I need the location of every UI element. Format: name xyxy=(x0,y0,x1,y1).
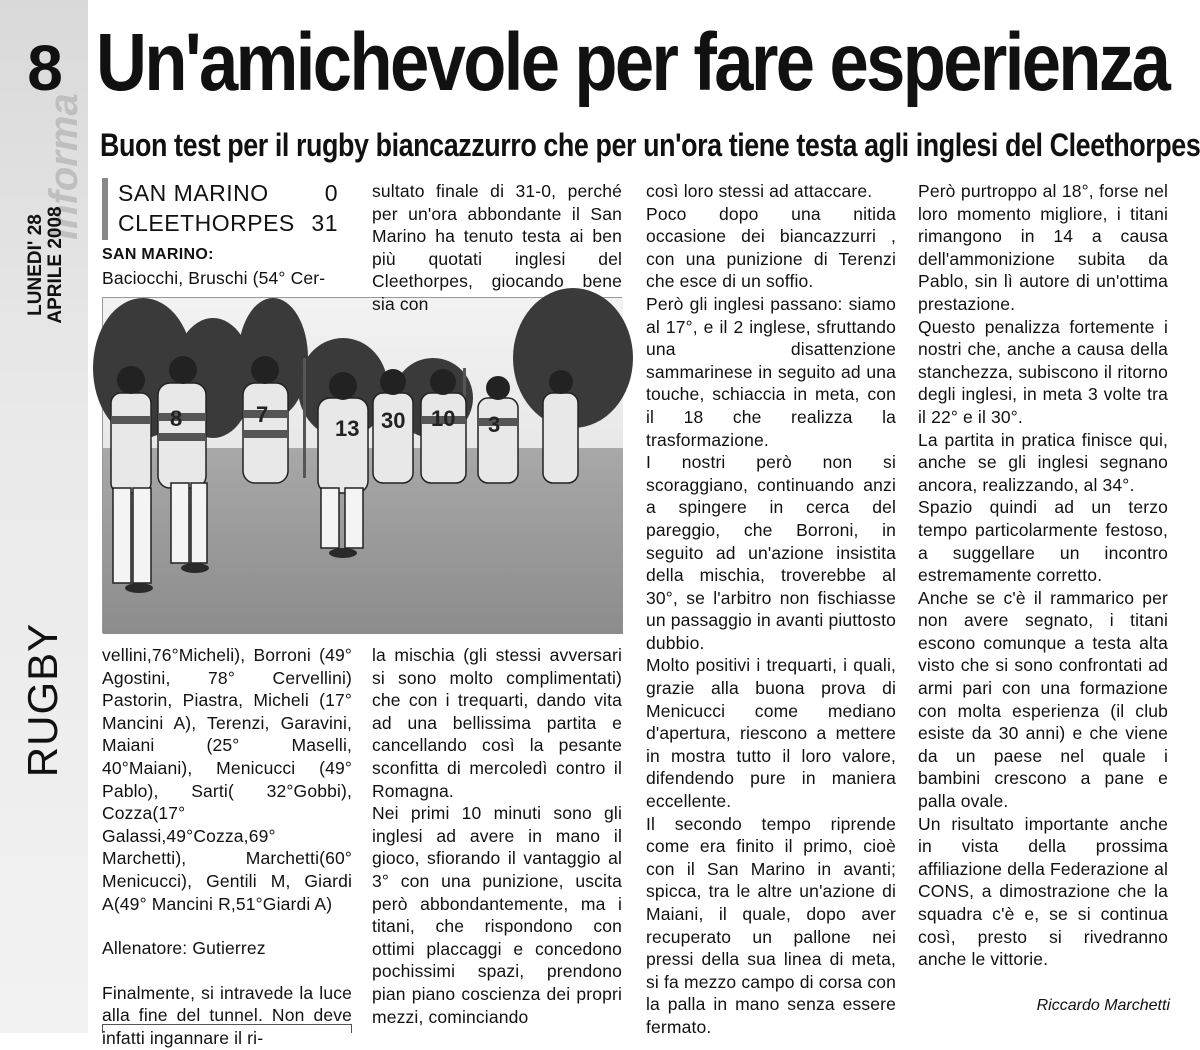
section-label-text: RUGBY xyxy=(19,622,66,778)
score-row xyxy=(108,208,342,238)
page-date-label: LUNEDI' 28 APRILE 2008 xyxy=(25,206,66,324)
article-paragraph: Un risultato importante anche in vista della prossima affiliazione della Federazione al CONS, a dimostrazione che la squadra c'è e, se si continua così, presto si rivedranno anche le vittorie. xyxy=(918,813,1168,970)
lineup-column-bottom xyxy=(102,644,352,1050)
page-date xyxy=(26,180,66,350)
score-row xyxy=(108,178,342,208)
article-paragraph: Anche se c'è il rammarico per non avere segnato, i titani escono comunque a testa alta visto che si sono confrontati ad armi pari con una formazione con molta esperienza (il club esiste da 30 anni) e che viene da un paese nel quale i bambini crescono a pane e palla ovale. xyxy=(918,587,1168,812)
player-number: 13 xyxy=(335,416,360,441)
match-photo-image xyxy=(103,298,623,634)
article-paragraph: Poco dopo una nitida occasione dei biancazzurri , con una punizione di Terenzi che esce di un soffio. xyxy=(646,203,896,292)
article-paragraph: la mischia (gli stessi avversari si sono molto complimentati) che con i trequarti, dando vita ad una bellissima partita e cancellando così la pesante sconfitta di mercoledì contro il Romagna. xyxy=(372,645,622,801)
article-paragraph: Spazio quindi ad un terzo tempo particolarmente festoso, a suggellare un incontro estremamente corretto. xyxy=(918,497,1168,586)
score-points: 0 xyxy=(324,180,338,206)
article-column-4 xyxy=(918,180,1168,971)
article-paragraph: Il secondo tempo riprende come era finito il primo, cioè con il San Marino in avanti; spicca, tra le altre un'azione di Maiani, il quale, dopo aver recuperato un pallone nei pressi della sua linea di meta, si fa mezzo campo di corsa con la palla in mano senza essere fermato. xyxy=(646,813,896,1037)
coach-line: Allenatore: Gutierrez xyxy=(102,938,266,959)
article-byline: Riccardo Marchetti xyxy=(1036,997,1170,1014)
section-label xyxy=(16,620,70,780)
article-paragraph: Molto positivi i trequarti, i quali, grazie alla buona prova di Menicucci come mediano d'apertura, riescono a mettere in mostra tutto il loro valore, difendendo pure in maniera eccellente. xyxy=(646,655,896,812)
player-number: 30 xyxy=(381,408,406,433)
article-headline: Un'amichevole per fare esperienza xyxy=(96,17,1169,108)
article-paragraph: Questo penalizza fortemente i nostri che, anche a causa della stanchezza, subiscono il ritorno degli inglesi, in meta 3 volte tra il 22° e il 30°. xyxy=(918,316,1168,427)
article-subheadline: Buon test per il rugby biancazzurro che per un'ora tiene testa agli inglesi del Cleethorpes xyxy=(100,127,1200,163)
score-team: SAN MARINO xyxy=(118,180,269,206)
player-number: 8 xyxy=(170,406,183,431)
article-paragraph: La partita in pratica finisce qui, anche se gli inglesi segnano ancora, realizzando, al 34°. xyxy=(918,429,1168,495)
article-paragraph: Finalmente, si intravede la luce alla fine del tunnel. Non deve infatti ingannare il ri- xyxy=(102,982,352,1048)
score-team: CLEETHORPES xyxy=(118,210,295,236)
article-column-3 xyxy=(646,180,896,1039)
bottom-box-edge xyxy=(102,1024,352,1033)
watermark-logo: Informa xyxy=(42,93,86,240)
article-paragraph: sultato finale di 31-0, perché per un'ora abbondante il San Marino ha tenuto testa ai ben più quotati inglesi del Cleethorpes, giocando bene sia con xyxy=(372,181,622,314)
article-paragraph: così loro stessi ad attaccare. xyxy=(646,181,873,201)
page-number: 8 xyxy=(27,32,61,104)
lineup-column-top xyxy=(102,244,352,289)
player-number: 3 xyxy=(488,412,501,437)
score-points: 31 xyxy=(311,210,338,236)
lineup-label: SAN MARINO: xyxy=(102,246,214,263)
player-number: 7 xyxy=(256,402,269,427)
article-paragraph: Nei primi 10 minuti sono gli inglesi ad avere in mano il gioco, sfiorando il vantaggio al 3° con una punizione, uscita però abbondantemente, ma i titani, che rispondono con ottimi placcaggi e concedono pochissimi spazi, prendono pian piano coscienza dei propri mezzi, cominciando xyxy=(372,803,622,1027)
article-paragraph: Però gli inglesi passano: siamo al 17°, e il 2 inglese, sfruttando una disattenzione sammarinese in seguito ad una touche, schiaccia in meta, con il 18 che realizza la trasformazione. xyxy=(646,293,896,450)
score-box xyxy=(102,178,342,240)
article-paragraph: I nostri però non si scoraggiano, continuando anzi a spingere in cerca del pareggio, che Borroni, in seguito ad un'azione insistita della mischia, troverebbe al 30°, se l'arbitro non fischiasse un passaggio in avanti piuttosto dubbio. xyxy=(646,452,896,653)
article-column-2-bottom xyxy=(372,644,622,1028)
match-photo xyxy=(102,297,622,633)
player-number: 10 xyxy=(431,406,456,431)
article-paragraph: Però purtroppo al 18°, forse nel loro momento migliore, i titani rimangono in 14 a causa dell'ammonizione subita da Pablo, sin lì autore di un'ottima prestazione. xyxy=(918,181,1168,314)
lineup-rest: vellini,76°Micheli), Borroni (49° Agostini, 78° Cervellini) Pastorin, Piastra, Micheli (17° Mancini A), Terenzi, Garavini, Maiani (25° Maselli, 40°Maiani), Menicucci (49° Pablo), Sarti( 32°Gobbi), Cozza(17° Galassi,49°Cozza,69° Marchetti), Marchetti(60° Menicucci), Gentili M, Giardi A(49° Mancini R,51°Giardi A) xyxy=(102,645,352,914)
article-column-2-top xyxy=(372,180,622,316)
lineup-start: Baciocchi, Bruschi (54° Cer- xyxy=(102,267,326,288)
